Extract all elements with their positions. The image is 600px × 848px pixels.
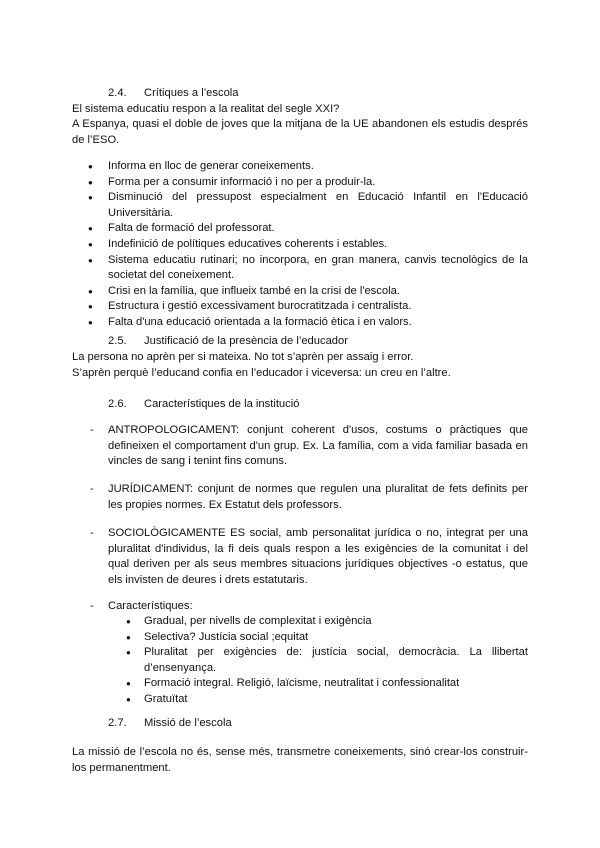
section-title: Missió de l’escola (144, 717, 232, 729)
list-item: ● Falta d'una educació orientada a la formació ètica i en valors. (72, 315, 528, 331)
dash-marker: - (90, 527, 94, 539)
characteristics-list (108, 614, 528, 708)
item-text: Característiques: (108, 600, 193, 612)
section-number: 2.5. (108, 335, 127, 347)
dash-marker: - (90, 424, 94, 436)
section-2-4-question: El sistema educatiu respon a la realitat del segle XXI? (72, 103, 340, 115)
list-item: ● Disminució del pressupost especialment en Educació Infantil en l'Educació Universitària. (72, 190, 528, 221)
list-item: ● Informa en lloc de generar coneixements. (72, 159, 528, 175)
section-2-7-heading (108, 716, 232, 732)
dash-marker: - (90, 600, 94, 612)
section-2-5-line1: La persona no aprèn per si mateixa. No tot s’aprèn per assaig i error. (72, 351, 414, 363)
list-item: ● Gratuïtat (108, 692, 528, 708)
institution-item-antropologicament (72, 423, 528, 470)
section-2-4-heading (108, 86, 239, 102)
section-2-6-heading (108, 397, 299, 413)
section-2-7-text: La missió de l’escola no és, sense més, transmetre coneixements, sinó crear-los construir-los permanentment. (72, 746, 528, 774)
section-2-5-heading (108, 334, 348, 350)
section-title: Crítiques a l’escola (144, 87, 239, 99)
institution-item-juridicament (72, 482, 528, 513)
list-item: ● Selectiva? Justícia social ;equitat (108, 630, 528, 646)
list-item: ● Falta de formació del professorat. (72, 221, 528, 237)
section-number: 2.6. (108, 398, 127, 410)
dash-marker: - (90, 483, 94, 495)
list-item: ● Forma per a consumir informació i no per a produir-la. (72, 175, 528, 191)
institution-item-sociologicament (72, 526, 528, 588)
section-title: Característiques de la institució (144, 398, 300, 410)
list-item: ● Gradual, per nivells de complexitat i exigència (108, 614, 528, 630)
item-text: ANTROPOLOGICAMENT: conjunt coherent d'usos, costums o pràctiques que defineixen el comportament d'un grup. Ex. La família, com a vida familiar basada en vincles de sang i tenint fins comuns. (108, 424, 528, 468)
item-text: SOCIOLÒGICAMENTE ES social, amb personalitat jurídica o no, integrat per una pluralitat d'individus, la fi deis quals respon a les exigències de la comunitat i del qual deriven per als seus membres situacions jurídiques objectives -o estatus, que els invisten de deures i drets estatutaris. (108, 527, 528, 586)
section-2-5-line2: S’aprèn perquè l’educand confia en l’educador i viceversa: un creu en l’altre. (72, 367, 451, 379)
section-number: 2.7. (108, 717, 127, 729)
list-item: ● Sistema educatiu rutinari; no incorpora, en gran manera, canvis tecnològics de la societat del coneixement. (72, 253, 528, 284)
list-item: ● Indefinició de polítiques educatives coherents i estables. (72, 237, 528, 253)
list-item: ● Crisi en la família, que influeix també en la crisi de l'escola. (72, 284, 528, 300)
critiques-list (72, 159, 528, 331)
list-item: ● Formació integral. Religió, laïcisme, neutralitat i confessionalitat (108, 676, 528, 692)
section-2-4-intro: A Espanya, quasi el doble de joves que la mitjana de la UE abandonen els estudis després de l’ESO. (72, 118, 528, 146)
section-number: 2.4. (108, 87, 127, 99)
list-item: ● Pluralitat per exigències de: justícia social, democràcia. La llibertat d’ensenyança. (108, 645, 528, 676)
section-title: Justificació de la presència de l’educador (144, 335, 348, 347)
list-item: ● Estructura i gestió excessivament burocratitzada i centralista. (72, 299, 528, 315)
item-text: JURÍDICAMENT: conjunt de normes que regulen una pluralitat de fets definits per les propies normes. Ex Estatut dels professors. (108, 483, 528, 511)
institution-item-caracteristiques (72, 599, 528, 615)
